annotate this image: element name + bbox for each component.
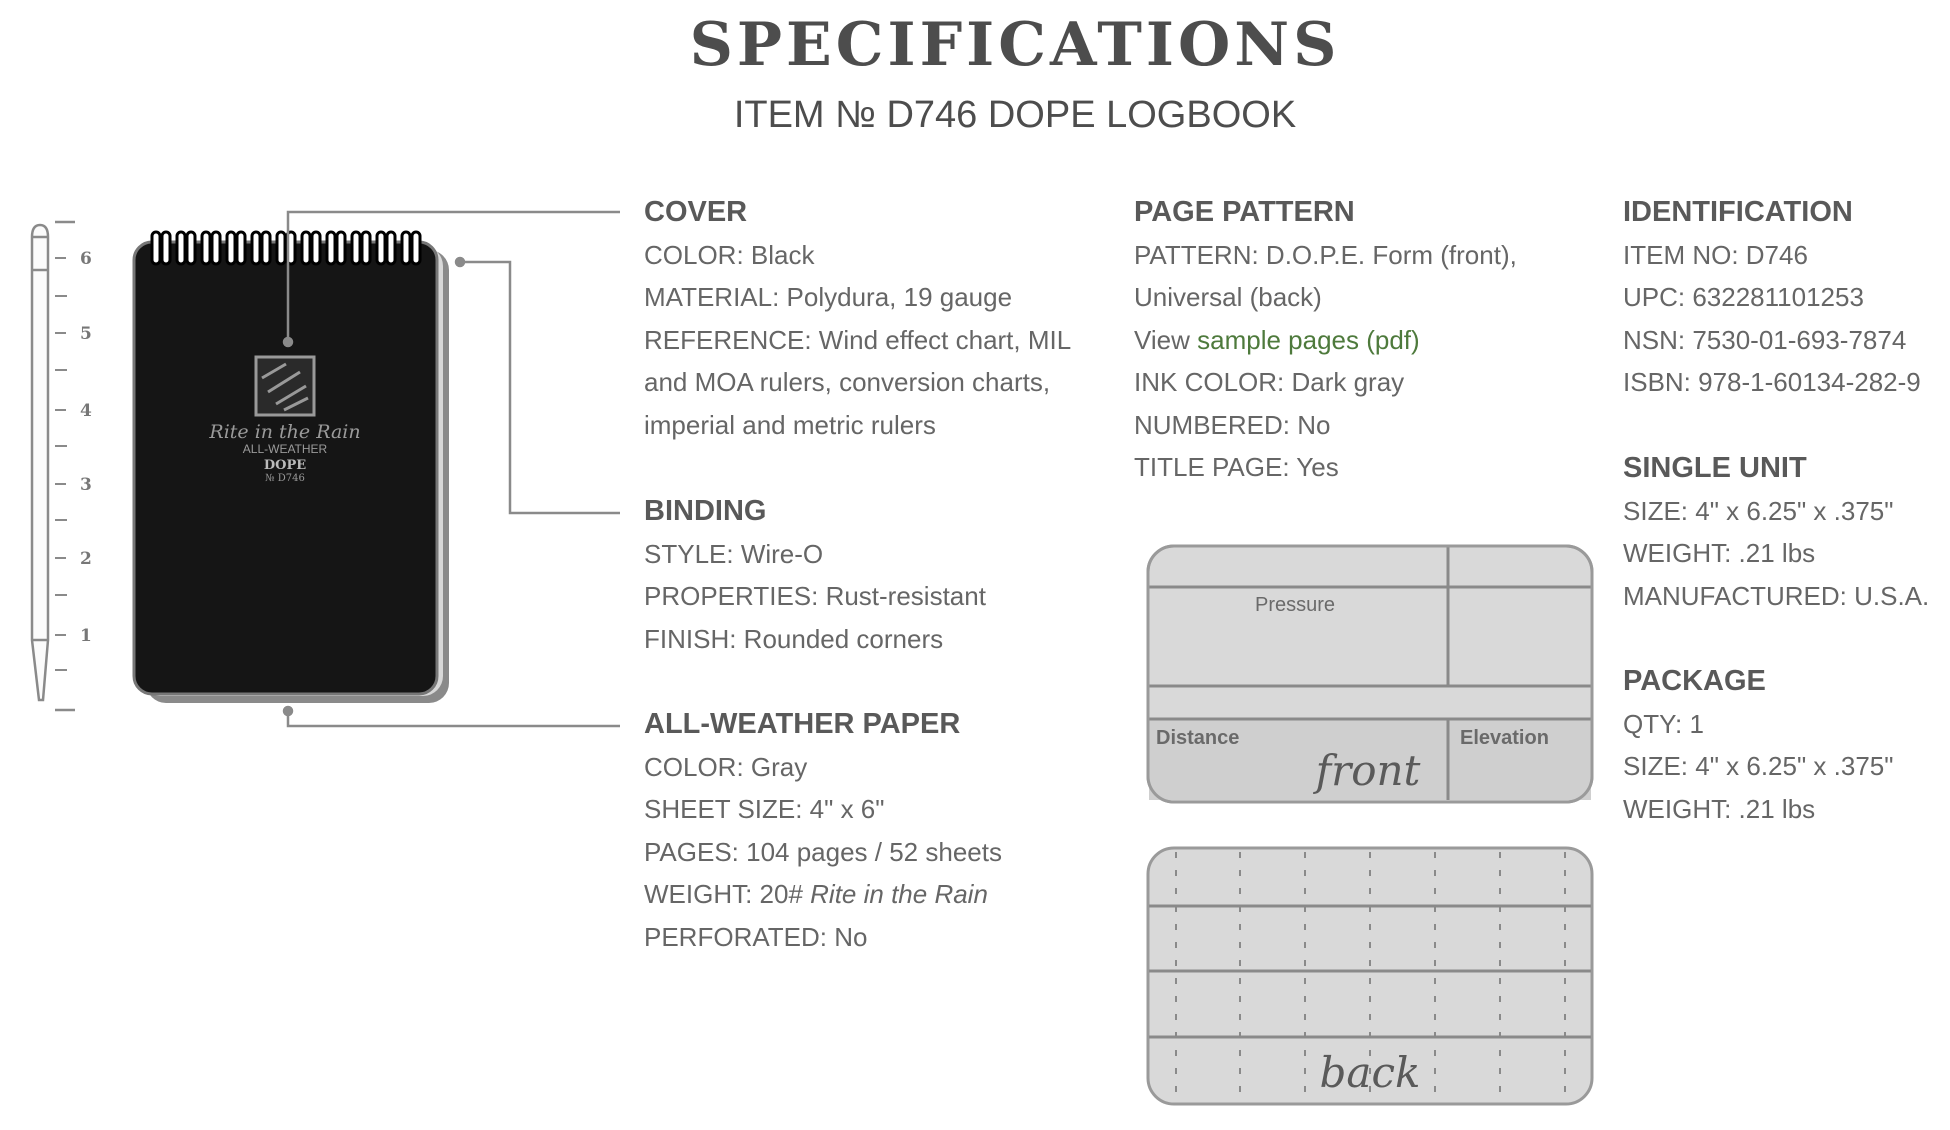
paper-weight-prefix: WEIGHT: 20# bbox=[644, 879, 811, 909]
pattern-line: Universal (back) bbox=[1134, 282, 1322, 312]
rain-logo-icon bbox=[256, 357, 314, 415]
elevation-label: Elevation bbox=[1460, 727, 1549, 749]
pressure-label: Pressure bbox=[1254, 594, 1336, 616]
ruler-tick-label: 5 bbox=[80, 324, 92, 344]
item-no: ITEM NO: D746 bbox=[1623, 239, 1808, 270]
cover-material: MATERIAL: Polydura, 19 gauge bbox=[644, 282, 1013, 312]
binding-section bbox=[644, 490, 986, 660]
ruler-tick-label: 2 bbox=[80, 549, 92, 569]
cover-text-allweather: ALL-WEATHER bbox=[242, 442, 328, 456]
binding-properties: PROPERTIES: Rust-resistant bbox=[644, 581, 986, 611]
brand-script: Rite in the Rain bbox=[209, 421, 361, 443]
cover-text-item: № D746 bbox=[265, 473, 305, 484]
cover-color: COLOR: Black bbox=[644, 239, 815, 270]
cover-section bbox=[644, 191, 1071, 446]
distance-label: Distance bbox=[1156, 727, 1240, 749]
ruler-tick-label: 6 bbox=[80, 249, 92, 269]
view-prefix: View bbox=[1134, 324, 1198, 355]
paper-section bbox=[644, 703, 1002, 958]
package-heading: PACKAGE bbox=[1623, 665, 1766, 697]
package-weight: WEIGHT: .21 lbs bbox=[1623, 793, 1816, 824]
back-pattern-card bbox=[1148, 848, 1592, 1104]
page-title: SPECIFICATIONS bbox=[689, 10, 1341, 80]
ink-color: INK COLOR: Dark gray bbox=[1134, 367, 1405, 397]
ruler-tick-label: 1 bbox=[80, 626, 92, 646]
single-unit-section bbox=[1623, 447, 1929, 617]
identification-section bbox=[1623, 191, 1921, 404]
isbn: ISBN: 978-1-60134-282-9 bbox=[1623, 367, 1921, 397]
package-size: SIZE: 4" x 6.25" x .375" bbox=[1623, 751, 1894, 781]
view-sample-line bbox=[1134, 319, 1517, 362]
wire-o-binding-icon bbox=[152, 232, 420, 264]
cover-heading: COVER bbox=[644, 196, 748, 228]
cover-reference-line: imperial and metric rulers bbox=[644, 409, 936, 440]
nsn: NSN: 7530-01-693-7874 bbox=[1623, 324, 1907, 355]
numbered: NUMBERED: No bbox=[1134, 409, 1331, 440]
binding-heading: BINDING bbox=[644, 495, 767, 527]
identification-heading: IDENTIFICATION bbox=[1623, 196, 1853, 228]
cover-text-dope: DOPE bbox=[263, 458, 307, 473]
binding-finish: FINISH: Rounded corners bbox=[644, 623, 944, 654]
package-section bbox=[1623, 660, 1894, 830]
upc: UPC: 632281101253 bbox=[1623, 282, 1864, 312]
paper-perforated: PERFORATED: No bbox=[644, 921, 868, 952]
paper-weight bbox=[644, 873, 1002, 916]
unit-manufactured: MANUFACTURED: U.S.A. bbox=[1623, 580, 1930, 611]
pencil-ruler-icon bbox=[32, 222, 75, 710]
binding-style: STYLE: Wire-O bbox=[644, 538, 824, 569]
notebook-illustration bbox=[134, 232, 449, 703]
unit-weight: WEIGHT: .21 lbs bbox=[1623, 538, 1816, 568]
sample-pages-link[interactable]: sample pages (pdf) bbox=[1197, 324, 1420, 355]
page-pattern-section bbox=[1134, 191, 1517, 489]
page-subtitle: ITEM № D746 DOPE LOGBOOK bbox=[733, 94, 1297, 136]
front-label: front bbox=[1315, 746, 1421, 795]
back-label: back bbox=[1319, 1048, 1421, 1097]
paper-pages: PAGES: 104 pages / 52 sheets bbox=[644, 836, 1002, 867]
single-unit-heading: SINGLE UNIT bbox=[1623, 452, 1807, 484]
paper-heading: ALL-WEATHER PAPER bbox=[644, 708, 961, 740]
ruler-minor-ticks bbox=[55, 258, 67, 670]
pattern-line: PATTERN: D.O.P.E. Form (front), bbox=[1134, 239, 1517, 270]
cover-reference-line: and MOA rulers, conversion charts, bbox=[644, 367, 1051, 397]
paper-color: COLOR: Gray bbox=[644, 751, 808, 782]
page-pattern-heading: PAGE PATTERN bbox=[1134, 196, 1355, 228]
unit-size: SIZE: 4" x 6.25" x .375" bbox=[1623, 495, 1894, 526]
paper-weight-brand: Rite in the Rain bbox=[810, 879, 988, 909]
package-qty: QTY: 1 bbox=[1623, 708, 1704, 739]
cover-reference-line: REFERENCE: Wind effect chart, MIL bbox=[644, 324, 1072, 355]
front-pattern-card bbox=[1148, 546, 1592, 802]
title-page: TITLE PAGE: Yes bbox=[1134, 452, 1339, 482]
paper-sheet-size: SHEET SIZE: 4" x 6" bbox=[644, 794, 885, 824]
ruler-tick-label: 3 bbox=[80, 475, 92, 495]
ruler-tick-label: 4 bbox=[80, 401, 92, 421]
